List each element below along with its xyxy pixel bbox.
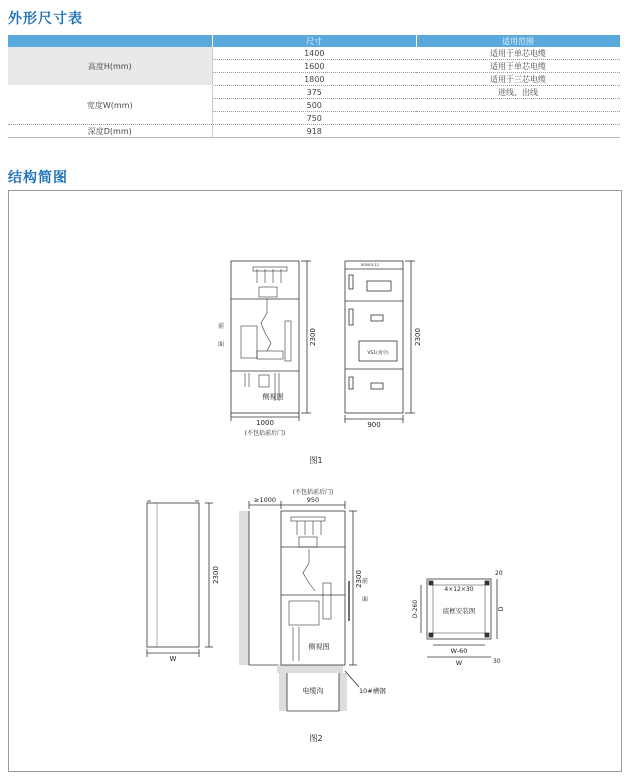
header-empty [8, 35, 212, 47]
dimensions-title: 外形尺寸表 [8, 11, 83, 27]
header-size: 尺寸 [212, 35, 416, 47]
fig2-depth-dim: 950 [306, 496, 320, 504]
fig2-dim-30: 30 [493, 658, 501, 665]
size-cell: 375 [212, 86, 416, 99]
scope-cell: 适用于单芯电缆 [416, 47, 620, 60]
fig2-install-view [239, 488, 386, 711]
fig2-dim-w60: W-60 [450, 647, 468, 655]
table-header-row [8, 35, 620, 47]
dimensions-table [8, 35, 621, 138]
table-row [8, 47, 620, 60]
structure-diagram-frame [8, 190, 622, 772]
table-row [8, 125, 620, 138]
height-label: 高度H(mm) [8, 47, 212, 86]
scope-cell [416, 112, 620, 125]
scope-cell: 进线、出线 [416, 86, 620, 99]
fig1-front-label-2: 面 [217, 341, 225, 348]
fig2-caption: 图2 [309, 734, 323, 743]
fig2-channel-label: 10#槽钢 [359, 687, 386, 695]
size-cell: 1600 [212, 60, 416, 73]
width-label: 宽度W(mm) [8, 86, 212, 125]
fig2-trench-label: 电缆沟 [302, 687, 324, 695]
fig1-side-view-label: 侧视图 [262, 393, 284, 401]
scope-cell: 适用于单芯电缆 [416, 60, 620, 73]
fig2-dim-20: 20 [495, 570, 503, 577]
fig2-panel [147, 501, 220, 663]
fig2-hole-label: 4×12×30 [444, 586, 474, 593]
scope-cell [416, 99, 620, 112]
fig1-caption: 图1 [309, 456, 323, 465]
header-scope: 适用范围 [416, 35, 620, 47]
fig2-depth-note: (不包括前后门) [292, 489, 334, 496]
fig2-dim-w: W [455, 659, 463, 667]
fig2-side-height-dim: 2300 [355, 570, 363, 588]
fig2-front-label-1: 前 [361, 578, 369, 585]
fig1-depth-note: (不包括前后门) [244, 430, 286, 437]
depth-label: 深度D(mm) [8, 125, 212, 138]
fig2-clearance-dim: ≥1000 [254, 496, 276, 504]
size-cell: 1400 [212, 47, 416, 60]
fig1-height-dim: 2300 [309, 328, 317, 346]
fig2-panel-width-dim: W [169, 655, 177, 663]
fig1-top-label: XGN15-12 [361, 263, 379, 267]
fig2-front-label-2: 面 [361, 596, 369, 603]
fig2-dim-d: D [497, 606, 505, 612]
fig2-dim-d260: D-260 [412, 599, 419, 619]
scope-cell [416, 125, 620, 138]
size-cell: 750 [212, 112, 416, 125]
fig1-front-label-1: 前 [217, 323, 225, 330]
fig1-side-view [218, 261, 317, 437]
fig1-front-height-dim: 2300 [414, 328, 422, 346]
fig1-front-view [345, 261, 422, 429]
size-cell: 500 [212, 99, 416, 112]
fig1-vs1-label: VS1(真空) [367, 351, 389, 356]
table-row [8, 86, 620, 99]
fig2-base-title: 底框安装图 [442, 607, 476, 615]
structure-diagram [9, 191, 623, 773]
scope-cell: 适用于三芯电缆 [416, 73, 620, 86]
fig1-depth-dim: 1000 [256, 419, 274, 427]
structure-title: 结构简图 [8, 170, 68, 186]
fig1-front-width-dim: 900 [367, 421, 381, 429]
fig2-side-view-label: 侧视图 [308, 643, 330, 651]
size-cell: 918 [212, 125, 416, 138]
size-cell: 1800 [212, 73, 416, 86]
fig2-panel-height-dim: 2300 [212, 566, 220, 584]
fig2-base-frame [412, 570, 505, 667]
